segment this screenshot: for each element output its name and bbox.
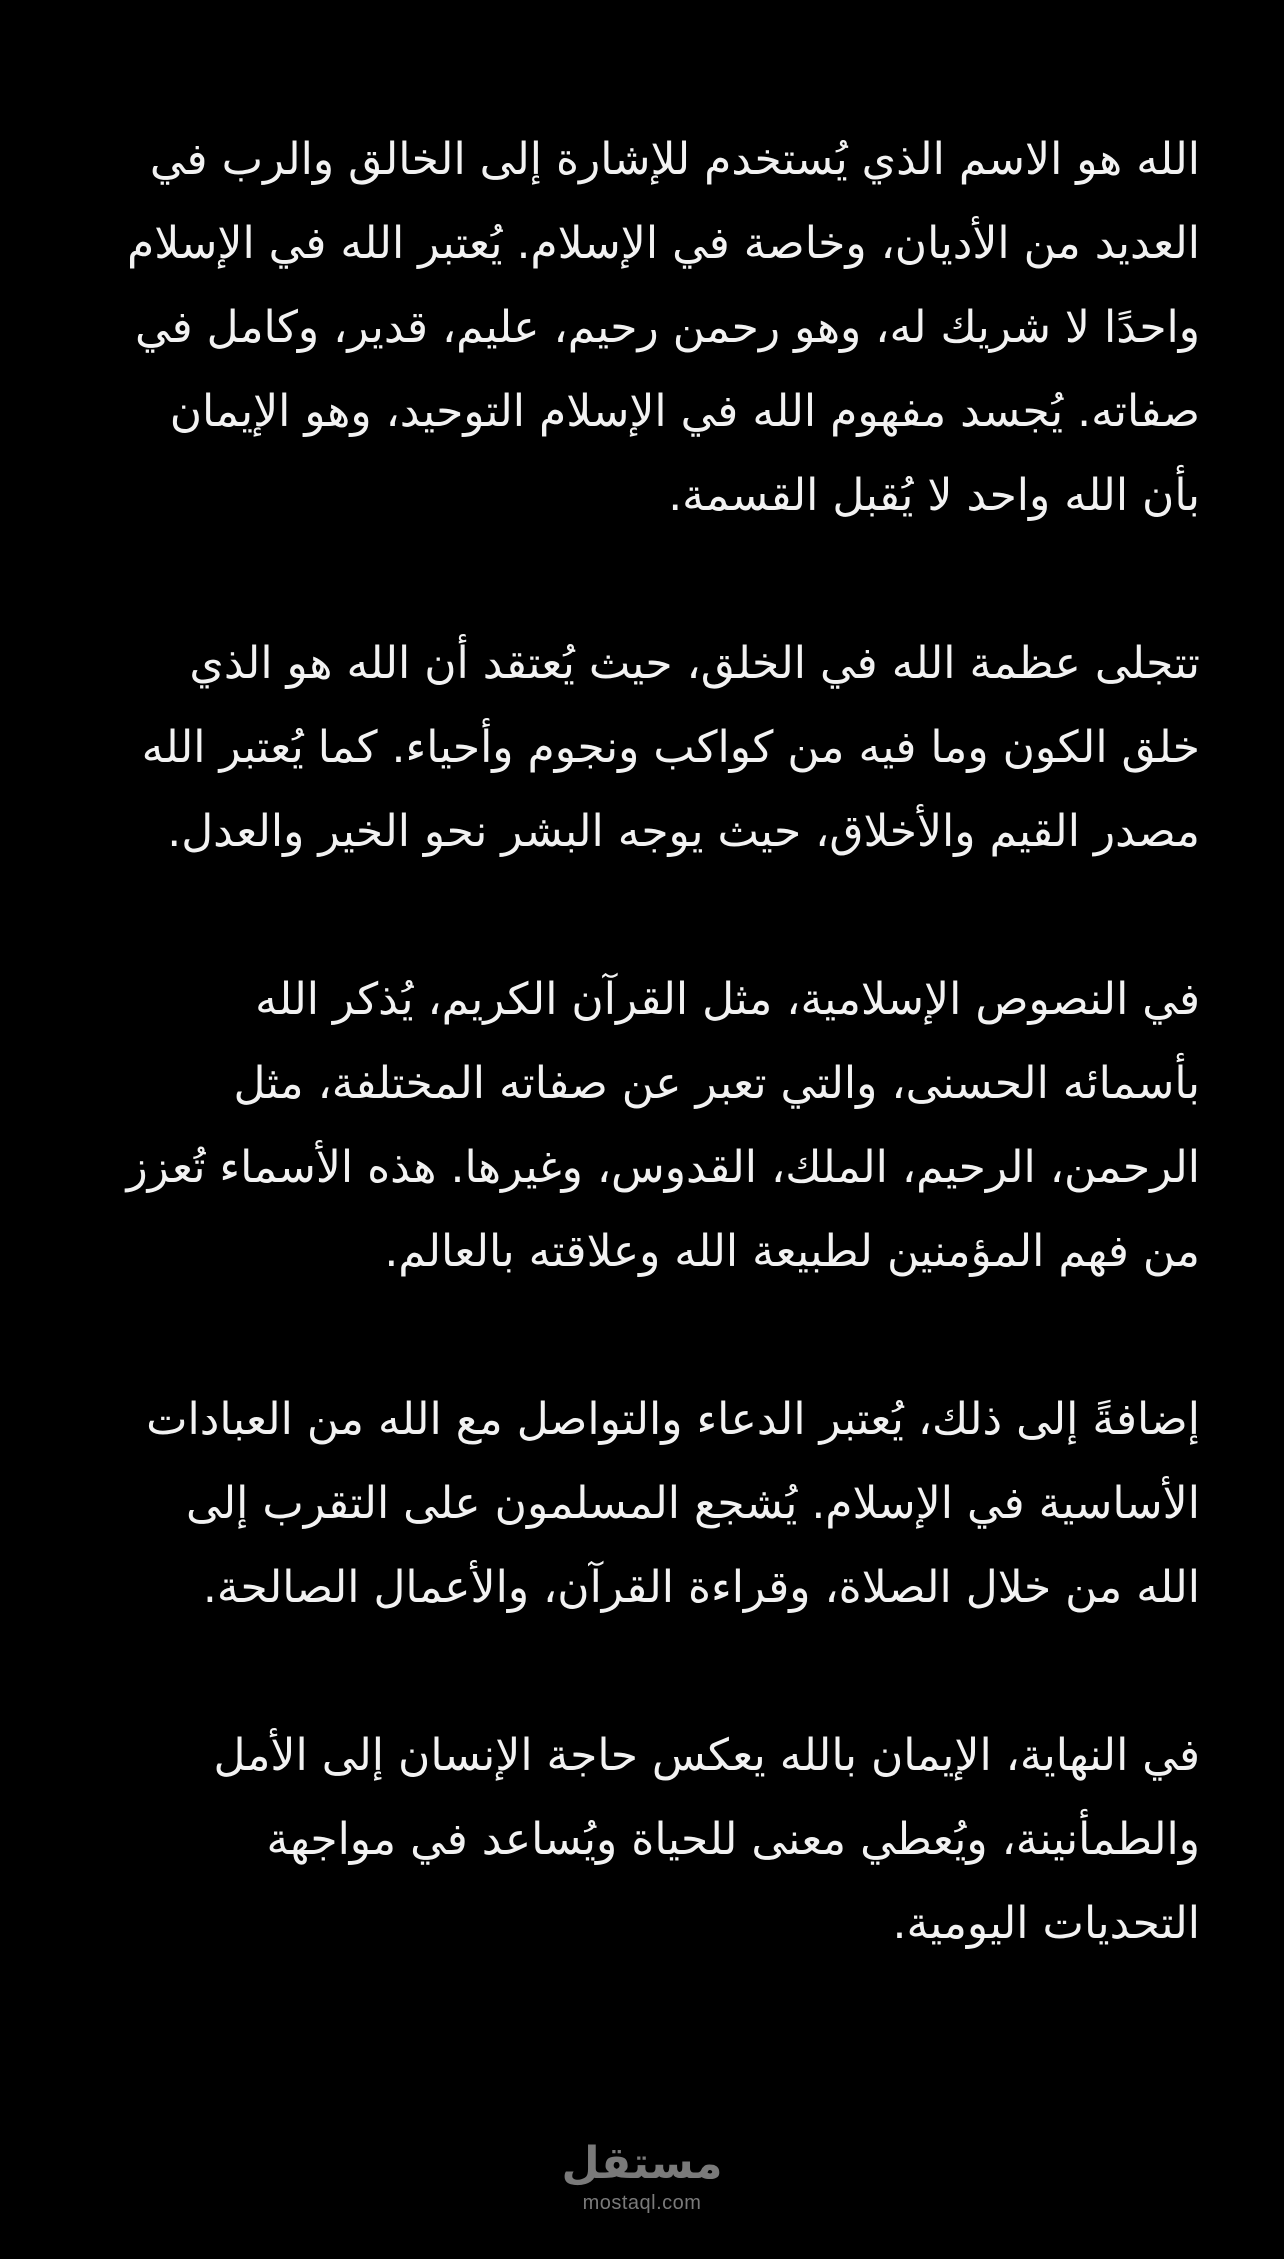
watermark-arabic-logo: مستقل — [561, 2138, 723, 2189]
watermark-url: mostaql.com — [582, 2192, 702, 2214]
paragraph-2: تتجلى عظمة الله في الخلق، حيث يُعتقد أن الله هو الذي خلق الكون وما فيه من كواكب ونجوم وأحياء. كما يُعتبر الله مصدر القيم والأخلاق، حيث يوجه البشر نحو الخير والعدل. — [141, 638, 1200, 857]
paragraph-5: في النهاية، الإيمان بالله يعكس حاجة الإنسان إلى الأمل والطمأنينة، ويُعطي معنى للحياة ويُساعد في مواجهة التحديات اليومية. — [213, 1730, 1200, 1949]
paragraph-4: إضافةً إلى ذلك، يُعتبر الدعاء والتواصل مع الله من العبادات الأساسية في الإسلام. يُشجع المسلمون على التقرب إلى الله من خلال الصلاة، وقراءة القرآن، والأعمال الصالحة. — [146, 1394, 1200, 1613]
mostaql-watermark — [0, 2138, 1284, 2216]
paragraph-3: في النصوص الإسلامية، مثل القرآن الكريم، يُذكر الله بأسمائه الحسنى، والتي تعبر عن صفاته المختلفة، مثل الرحمن، الرحيم، الملك، القدوس، وغيرها. هذه الأسماء تُعزز من فهم المؤمنين لطبيعة الله وعلاقته بالعالم. — [126, 974, 1200, 1277]
article-body — [110, 118, 1200, 1966]
paragraph-1: الله هو الاسم الذي يُستخدم للإشارة إلى الخالق والرب في العديد من الأديان، وخاصة في الإسلام. يُعتبر الله في الإسلام واحدًا لا شريك له، وهو رحمن رحيم، عليم، قدير، وكامل في صفاته. يُجسد مفهوم الله في الإسلام التوحيد، وهو الإيمان بأن الله واحد لا يُقبل القسمة. — [127, 134, 1200, 521]
